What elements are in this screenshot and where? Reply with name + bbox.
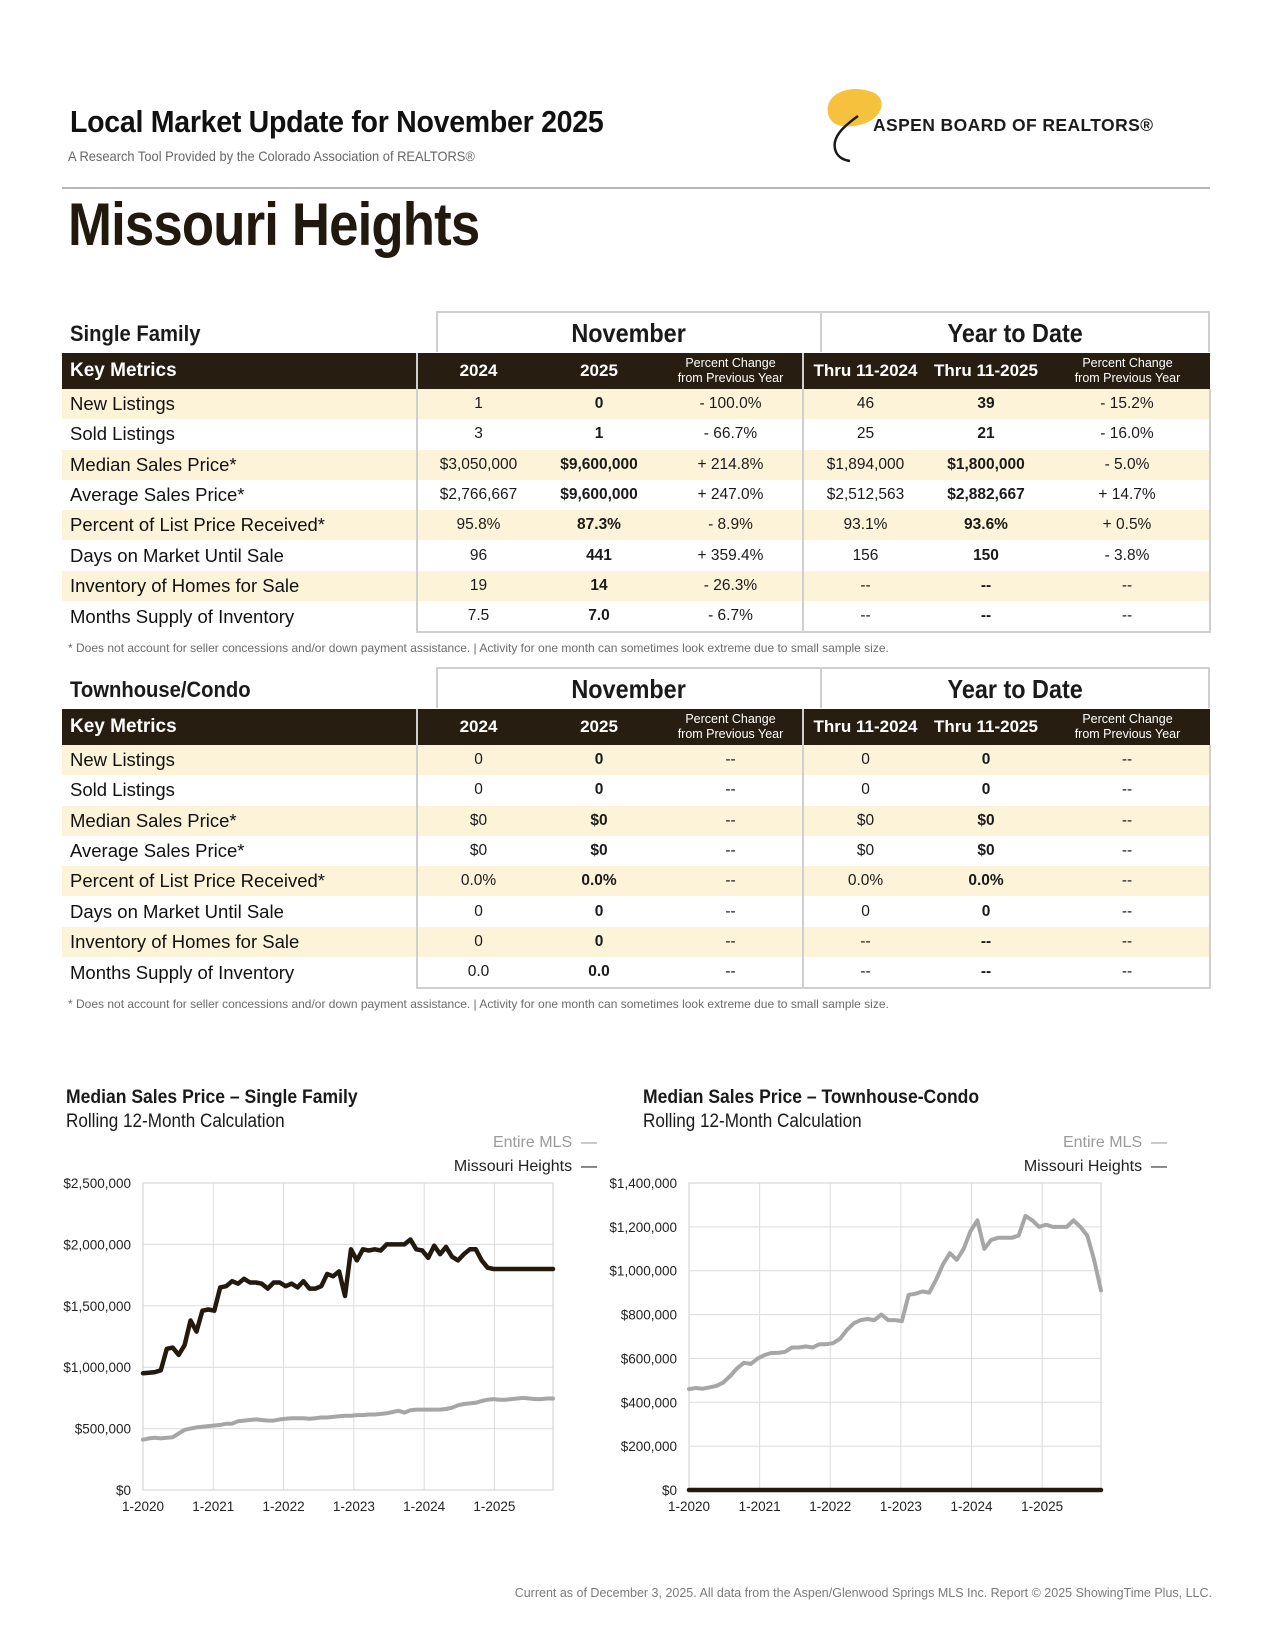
- metric-value: - 26.3%: [659, 571, 803, 601]
- x-tick-label: 1-2024: [403, 1499, 446, 1514]
- metric-value: $0: [977, 842, 995, 860]
- period-ytd-header: Year to Date: [820, 311, 1210, 352]
- footnote: * Does not account for seller concessions and/or down payment assistance. | Activity for one month can sometimes look extreme due to small sample size.: [68, 641, 889, 656]
- metric-value: --: [1045, 866, 1210, 896]
- metric-value: 0: [417, 775, 539, 805]
- chart-title: Median Sales Price – Single Family: [66, 1086, 358, 1108]
- metric-value: --: [1045, 836, 1210, 866]
- metric-name: New Listings: [62, 389, 417, 419]
- column-header-percent-change: Percent Change from Previous Year: [659, 709, 803, 745]
- section-label: Single Family: [70, 321, 201, 346]
- column-header-year: 2025: [539, 353, 659, 389]
- metric-value: 14: [539, 571, 659, 601]
- single-family-section: [62, 311, 1210, 655]
- metric-value: 93.1%: [803, 510, 927, 540]
- metric-value: $0: [803, 806, 927, 836]
- metric-value: 0: [539, 927, 659, 957]
- metric-value: 0: [803, 775, 927, 805]
- column-header-year: 2025: [539, 709, 659, 745]
- table-row: [62, 480, 1210, 510]
- metric-value: 46: [803, 389, 927, 419]
- metric-value: 150: [973, 546, 999, 564]
- metric-value: $2,512,563: [803, 480, 927, 510]
- metric-name: Median Sales Price*: [62, 806, 417, 836]
- y-tick-label: $2,500,000: [63, 1176, 131, 1191]
- metric-value: --: [803, 957, 927, 988]
- metric-value: - 16.0%: [1045, 419, 1210, 449]
- metric-value: $2,766,667: [417, 480, 539, 510]
- table-row: [62, 510, 1210, 540]
- metric-value: 93.6%: [927, 510, 1045, 540]
- metric-value: - 6.7%: [659, 601, 803, 632]
- metric-value: $0: [539, 806, 659, 836]
- metric-value: - 100.0%: [659, 389, 803, 419]
- legend-entire-mls: Entire MLS —: [1062, 1134, 1167, 1151]
- x-tick-label: 1-2022: [809, 1499, 852, 1514]
- metric-value: 0: [539, 745, 659, 775]
- metric-value: 0: [417, 927, 539, 957]
- area-title: Missouri Heights: [68, 191, 480, 258]
- logo-text: ASPEN BOARD OF REALTORS®: [873, 115, 1154, 135]
- table-row: [62, 419, 1210, 449]
- footer-note: Current as of December 3, 2025. All data from the Aspen/Glenwood Springs MLS Inc. Report © 2025 ShowingTime Plus, LLC.: [514, 1586, 1212, 1600]
- footnote: * Does not account for seller concessions and/or down payment assistance. | Activity for one month can sometimes look extreme due to small sample size.: [68, 997, 889, 1012]
- metric-value: - 66.7%: [703, 425, 758, 443]
- metric-name: New Listings: [62, 745, 417, 775]
- metric-value: --: [659, 957, 803, 988]
- metric-value: 0: [594, 781, 604, 799]
- metric-value: 0.0%: [927, 866, 1045, 896]
- column-header-percent-change: Percent Change from Previous Year: [659, 353, 803, 389]
- metric-value: 0.0%: [803, 866, 927, 896]
- metric-value: 7.5: [417, 601, 539, 632]
- metric-value: $0: [590, 842, 608, 860]
- metric-value: - 15.2%: [1045, 389, 1210, 419]
- metric-value: --: [927, 571, 1045, 601]
- y-tick-label: $1,000,000: [63, 1360, 131, 1376]
- y-tick-label: $800,000: [620, 1307, 677, 1323]
- x-tick-label: 1-2024: [950, 1499, 993, 1514]
- table-row: [62, 866, 1210, 896]
- table-row: [62, 745, 1210, 775]
- metric-name: Sold Listings: [70, 779, 175, 801]
- period-month-header: November: [436, 667, 822, 708]
- metric-value: 25: [803, 419, 927, 449]
- metric-value: $1,800,000: [927, 450, 1045, 480]
- x-tick-label: 1-2020: [121, 1499, 165, 1514]
- column-header-ytd: Thru 11-2025: [927, 709, 1045, 745]
- plot-frame: [689, 1183, 1101, 1490]
- legend-entire-mls: Entire MLS —: [492, 1134, 597, 1151]
- metric-name: Sold Listings: [70, 423, 175, 445]
- report-title: Local Market Update for November 2025: [70, 104, 604, 139]
- metric-value: $0: [927, 806, 1045, 836]
- metric-value: $2,882,667: [947, 486, 1025, 504]
- metric-value: 0: [594, 902, 604, 920]
- metric-value: --: [1045, 896, 1210, 926]
- metrics-table: [62, 353, 1211, 633]
- metric-value: + 247.0%: [697, 486, 764, 504]
- y-tick-label: $0: [661, 1483, 677, 1498]
- chart-subtitle: Rolling 12-Month Calculation: [643, 1111, 862, 1132]
- legend-missouri-heights: Missouri Heights —: [453, 1158, 597, 1175]
- column-header-ytd: Thru 11-2024: [803, 353, 927, 389]
- period-month-header: November: [436, 311, 822, 352]
- x-tick-label: 1-2020: [667, 1499, 711, 1514]
- metric-value: --: [1045, 775, 1210, 805]
- metric-value: 96: [417, 540, 539, 570]
- metric-value: + 214.8%: [659, 450, 803, 480]
- metric-value: - 8.9%: [659, 510, 803, 540]
- metric-value: 3: [417, 419, 539, 449]
- x-tick-label: 1-2023: [879, 1499, 922, 1514]
- y-tick-label: $1,000,000: [609, 1263, 677, 1279]
- metric-name: Average Sales Price*: [70, 484, 245, 506]
- chart-single-family: [40, 1175, 600, 1535]
- x-tick-label: 1-2025: [473, 1499, 516, 1514]
- metric-value: --: [1045, 957, 1210, 988]
- y-tick-label: $200,000: [620, 1439, 677, 1455]
- series-line-entire-mls: [143, 1398, 553, 1440]
- y-tick-label: $600,000: [620, 1351, 677, 1367]
- metric-value: 0: [981, 781, 991, 799]
- metric-value: - 5.0%: [1045, 450, 1210, 480]
- metric-value: $9,600,000: [560, 486, 638, 504]
- column-header-ytd: Thru 11-2024: [803, 709, 927, 745]
- metric-value: 1: [417, 389, 539, 419]
- column-header-key-metrics: Key Metrics: [62, 353, 417, 389]
- metric-value: --: [725, 902, 736, 920]
- chart-title: Median Sales Price – Townhouse-Condo: [643, 1086, 980, 1108]
- table-row: [62, 540, 1210, 570]
- metric-value: --: [927, 601, 1045, 632]
- metric-value: 95.8%: [417, 510, 539, 540]
- metric-value: 87.3%: [539, 510, 659, 540]
- table-row: [62, 927, 1210, 957]
- series-line-entire-mls: [689, 1216, 1101, 1389]
- metric-value: 0: [981, 902, 991, 920]
- table-row: [62, 957, 1210, 988]
- metric-name: Average Sales Price*: [70, 840, 245, 862]
- metric-value: 0: [803, 896, 927, 926]
- column-header-key-metrics: Key Metrics: [62, 709, 417, 745]
- column-header-year: 2024: [417, 353, 539, 389]
- metric-value: --: [803, 601, 927, 632]
- y-tick-label: $0: [115, 1483, 131, 1498]
- metric-value: $0: [417, 836, 539, 866]
- metric-value: --: [803, 927, 927, 957]
- metric-value: 0.0%: [417, 866, 539, 896]
- section-label: Townhouse/Condo: [70, 677, 251, 702]
- table-row: [62, 806, 1210, 836]
- y-tick-label: $2,000,000: [63, 1237, 131, 1253]
- x-tick-label: 1-2022: [262, 1499, 305, 1514]
- metric-value: 0: [927, 745, 1045, 775]
- table-row: [62, 896, 1210, 926]
- header-divider: [62, 187, 1210, 189]
- metric-name: Days on Market Until Sale: [70, 544, 284, 566]
- metric-name: Months Supply of Inventory: [70, 605, 295, 627]
- metric-value: --: [1045, 601, 1210, 632]
- table-row: [62, 389, 1210, 419]
- metric-value: - 3.8%: [1045, 540, 1210, 570]
- column-header-ytd: Thru 11-2025: [927, 353, 1045, 389]
- y-tick-label: $400,000: [620, 1395, 677, 1411]
- metric-value: 0: [417, 896, 539, 926]
- metric-value: 441: [586, 546, 612, 564]
- x-tick-label: 1-2021: [738, 1499, 781, 1514]
- metric-value: --: [1045, 927, 1210, 957]
- metric-name: Days on Market Until Sale: [70, 900, 284, 922]
- period-ytd-header: Year to Date: [820, 667, 1210, 708]
- metric-value: + 14.7%: [1045, 480, 1210, 510]
- series-line-missouri-heights: [143, 1240, 553, 1374]
- metric-value: $9,600,000: [539, 450, 659, 480]
- x-tick-label: 1-2023: [332, 1499, 375, 1514]
- metric-value: 0: [417, 745, 539, 775]
- table-row: [62, 601, 1210, 632]
- x-tick-label: 1-2021: [192, 1499, 235, 1514]
- column-header-year: 2024: [417, 709, 539, 745]
- y-tick-label: $1,500,000: [63, 1298, 131, 1314]
- metric-value: 21: [977, 425, 995, 443]
- metric-value: --: [659, 806, 803, 836]
- metric-name: Percent of List Price Received*: [62, 510, 417, 540]
- metric-value: --: [659, 745, 803, 775]
- legend-missouri-heights: Missouri Heights —: [1023, 1158, 1167, 1175]
- metric-value: 1: [594, 425, 604, 443]
- metric-value: --: [927, 957, 1045, 988]
- metric-value: 7.0: [539, 601, 659, 632]
- metric-value: $0: [417, 806, 539, 836]
- metric-value: --: [659, 866, 803, 896]
- metric-value: 0.0%: [539, 866, 659, 896]
- metric-name: Median Sales Price*: [62, 450, 417, 480]
- table-row: [62, 450, 1210, 480]
- metric-value: 0: [539, 389, 659, 419]
- metrics-table: [62, 709, 1211, 989]
- townhouse-condo-section: [62, 667, 1210, 1011]
- metric-value: + 0.5%: [1045, 510, 1210, 540]
- chart-subtitle: Rolling 12-Month Calculation: [66, 1111, 285, 1132]
- plot-frame: [143, 1183, 553, 1490]
- metric-value: $0: [803, 836, 927, 866]
- metric-value: --: [1045, 806, 1210, 836]
- metric-value: --: [803, 571, 927, 601]
- metric-value: + 359.4%: [697, 546, 764, 564]
- report-subtitle: A Research Tool Provided by the Colorado Association of REALTORS®: [68, 148, 475, 164]
- metric-value: 0.0: [417, 957, 539, 988]
- chart-townhouse-condo: [609, 1175, 1180, 1535]
- metric-value: --: [725, 781, 736, 799]
- metric-value: 0.0: [539, 957, 659, 988]
- metric-value: --: [1045, 571, 1210, 601]
- table-row: [62, 775, 1210, 805]
- metric-value: 156: [803, 540, 927, 570]
- metric-value: --: [659, 927, 803, 957]
- metric-name: Percent of List Price Received*: [62, 866, 417, 896]
- metric-value: 0: [803, 745, 927, 775]
- metric-value: 19: [417, 571, 539, 601]
- metric-value: $3,050,000: [417, 450, 539, 480]
- metric-value: --: [725, 842, 736, 860]
- metric-value: --: [1045, 745, 1210, 775]
- metric-name: Inventory of Homes for Sale: [62, 571, 417, 601]
- y-tick-label: $500,000: [74, 1421, 131, 1437]
- metric-value: 39: [927, 389, 1045, 419]
- table-row: [62, 571, 1210, 601]
- metric-value: --: [927, 927, 1045, 957]
- metric-name: Months Supply of Inventory: [70, 961, 295, 983]
- metric-name: Inventory of Homes for Sale: [62, 927, 417, 957]
- y-tick-label: $1,200,000: [609, 1219, 677, 1235]
- column-header-percent-change: Percent Change from Previous Year: [1045, 353, 1210, 389]
- x-tick-label: 1-2025: [1021, 1499, 1064, 1514]
- y-tick-label: $1,400,000: [609, 1176, 677, 1191]
- column-header-percent-change: Percent Change from Previous Year: [1045, 709, 1210, 745]
- metric-value: $1,894,000: [803, 450, 927, 480]
- table-row: [62, 836, 1210, 866]
